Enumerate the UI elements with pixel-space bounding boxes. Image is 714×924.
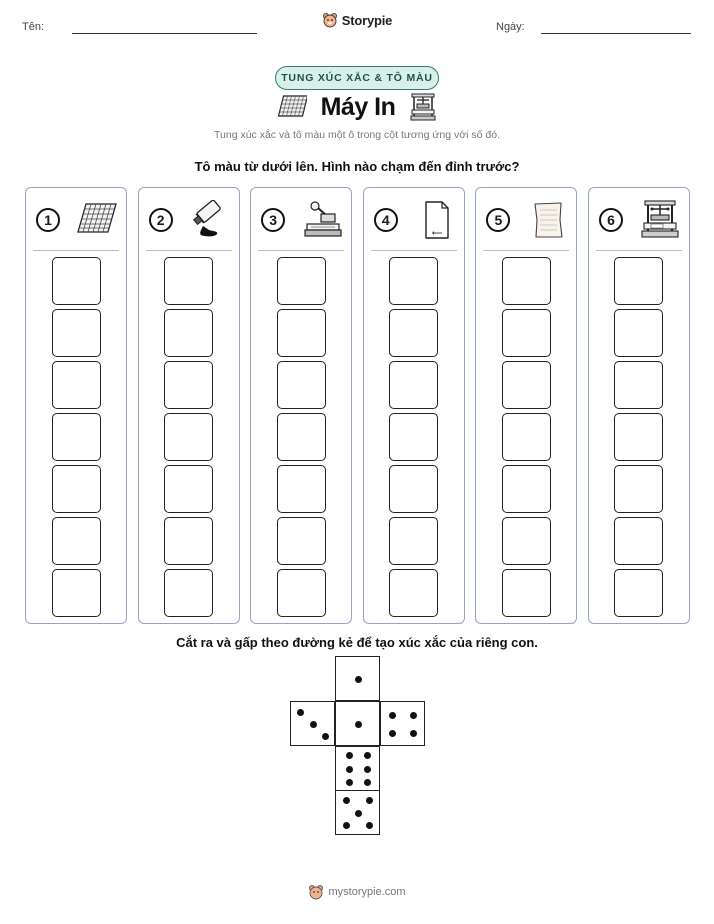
column-number: 3: [261, 208, 285, 232]
color-box[interactable]: [502, 361, 551, 409]
color-box[interactable]: [614, 413, 663, 461]
footer-url: mystorypie.com: [328, 886, 406, 898]
printing-press-icon: [639, 199, 681, 241]
die-pip: [355, 810, 362, 817]
color-box[interactable]: [389, 361, 438, 409]
color-box[interactable]: [52, 257, 101, 305]
color-box[interactable]: [389, 569, 438, 617]
column-number: 5: [486, 208, 510, 232]
color-box[interactable]: [502, 309, 551, 357]
column-1: [25, 187, 127, 624]
color-box[interactable]: [389, 257, 438, 305]
instruction: Tô màu từ dưới lên. Hình nào chạm đến đỉnh trước?: [194, 159, 520, 174]
die-pip: [389, 730, 396, 737]
color-box[interactable]: [164, 413, 213, 461]
color-box[interactable]: [502, 257, 551, 305]
die-pip: [410, 730, 417, 737]
dice-columns: [25, 187, 690, 624]
die-pip: [410, 712, 417, 719]
die-face: [380, 701, 425, 746]
page-title: Máy In: [320, 92, 396, 121]
die-face: [335, 790, 380, 835]
die-face: [335, 656, 380, 701]
column-number: 1: [36, 208, 60, 232]
color-box[interactable]: [614, 517, 663, 565]
column-number: 6: [599, 208, 623, 232]
column-header: [374, 198, 456, 242]
date-line: [541, 33, 691, 34]
column-6: [588, 187, 690, 624]
color-box[interactable]: [277, 361, 326, 409]
footer: [0, 884, 714, 900]
column-header: [149, 198, 231, 242]
box-stack: [26, 257, 126, 617]
column-header: [599, 198, 681, 242]
color-box[interactable]: [614, 465, 663, 513]
color-box[interactable]: [164, 361, 213, 409]
column-5: [475, 187, 577, 624]
color-box[interactable]: [614, 309, 663, 357]
column-divider: [146, 250, 232, 251]
color-box[interactable]: [277, 517, 326, 565]
column-header: [261, 198, 343, 242]
color-box[interactable]: [164, 309, 213, 357]
color-box[interactable]: [52, 465, 101, 513]
color-box[interactable]: [502, 413, 551, 461]
color-box[interactable]: [502, 517, 551, 565]
color-box[interactable]: [614, 257, 663, 305]
box-stack: [476, 257, 576, 617]
color-box[interactable]: [164, 517, 213, 565]
storypie-bear-icon: [308, 884, 324, 900]
title-row: [0, 92, 714, 122]
color-box[interactable]: [277, 309, 326, 357]
ink-tube-icon: [189, 200, 231, 240]
storypie-bear-icon: [322, 12, 338, 28]
die-pip: [389, 712, 396, 719]
die-pip: [346, 752, 353, 759]
cut-instruction: Cắt ra và gấp theo đường kẻ để tạo xúc xắc của riêng con.: [176, 635, 538, 650]
subtitle: Tung xúc xắc và tô màu một ô trong cột tương ứng với số đó.: [214, 129, 500, 141]
column-divider: [483, 250, 569, 251]
column-number: 4: [374, 208, 398, 232]
color-box[interactable]: [164, 465, 213, 513]
die-face: [335, 701, 380, 746]
color-box[interactable]: [52, 413, 101, 461]
die-pip: [346, 766, 353, 773]
color-box[interactable]: [502, 465, 551, 513]
color-box[interactable]: [389, 413, 438, 461]
color-box[interactable]: [389, 309, 438, 357]
column-divider: [258, 250, 344, 251]
color-box[interactable]: [614, 569, 663, 617]
color-box[interactable]: [277, 257, 326, 305]
activity-banner: TUNG XÚC XẮC & TÔ MÀU: [275, 66, 439, 90]
color-box[interactable]: [164, 257, 213, 305]
color-box[interactable]: [277, 465, 326, 513]
die-pip: [343, 797, 350, 804]
brand-name: Storypie: [341, 12, 393, 28]
die-pip: [355, 676, 362, 683]
die-pip: [364, 752, 371, 759]
column-header: [36, 198, 118, 242]
press-stamp-icon: [301, 200, 343, 240]
column-divider: [33, 250, 119, 251]
color-box[interactable]: [389, 465, 438, 513]
color-box[interactable]: [614, 361, 663, 409]
die-pip: [366, 822, 373, 829]
name-label: Tên:: [22, 21, 45, 33]
color-box[interactable]: [164, 569, 213, 617]
die-pip: [297, 709, 304, 716]
color-box[interactable]: [389, 517, 438, 565]
column-2: [138, 187, 240, 624]
column-header: [486, 198, 568, 242]
box-stack: [139, 257, 239, 617]
die-pip: [343, 822, 350, 829]
paper-sheet-icon: [414, 200, 456, 240]
box-stack: [589, 257, 689, 617]
box-stack: [364, 257, 464, 617]
type-tray-icon: [277, 94, 307, 120]
die-pip: [364, 779, 371, 786]
color-box[interactable]: [52, 361, 101, 409]
parchment-icon: [526, 200, 568, 240]
die-pip: [310, 721, 317, 728]
die-net: [290, 656, 425, 835]
color-box[interactable]: [277, 569, 326, 617]
date-label: Ngày:: [496, 21, 525, 33]
column-divider: [371, 250, 457, 251]
brand-logo: [0, 12, 714, 28]
die-pip: [364, 766, 371, 773]
column-3: [250, 187, 352, 624]
printing-press-icon: [409, 92, 437, 122]
die-pip: [322, 733, 329, 740]
type-tray-icon: [76, 201, 118, 239]
die-face: [335, 746, 380, 791]
die-pip: [366, 797, 373, 804]
name-line: [72, 33, 257, 34]
column-4: [363, 187, 465, 624]
box-stack: [251, 257, 351, 617]
die-pip: [355, 721, 362, 728]
color-box[interactable]: [502, 569, 551, 617]
die-pip: [346, 779, 353, 786]
color-box[interactable]: [277, 413, 326, 461]
color-box[interactable]: [52, 309, 101, 357]
color-box[interactable]: [52, 517, 101, 565]
color-box[interactable]: [52, 569, 101, 617]
column-divider: [596, 250, 682, 251]
column-number: 2: [149, 208, 173, 232]
die-face: [290, 701, 335, 746]
